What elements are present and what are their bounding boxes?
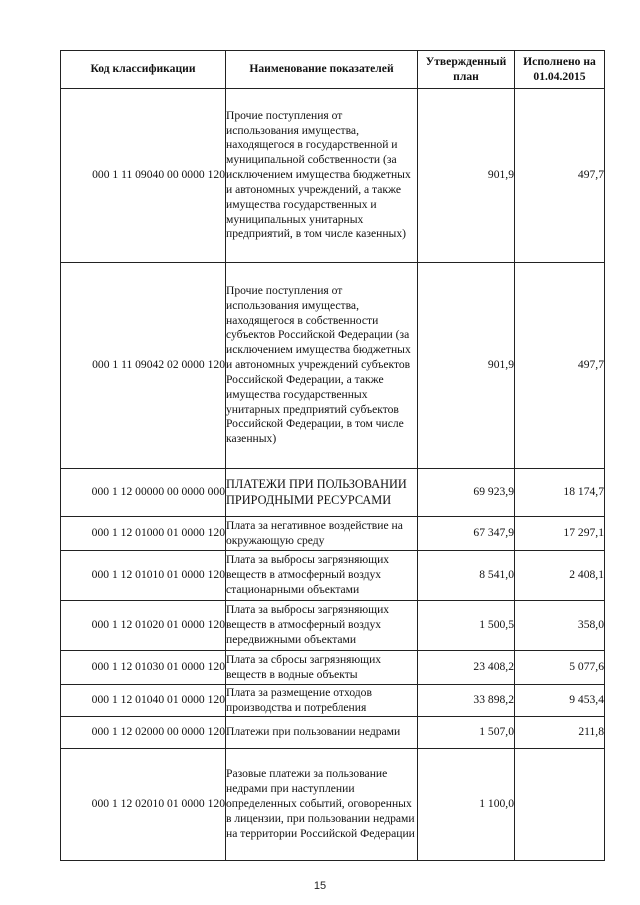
row-name: Плата за сбросы загрязняющих веществ в водные объекты bbox=[226, 651, 418, 685]
row-code: 000 1 12 00000 00 0000 000 bbox=[61, 469, 226, 517]
row-executed: 17 297,1 bbox=[515, 517, 605, 551]
row-name: Плата за выбросы загрязняющих веществ в атмосферный воздух передвижными объектами bbox=[226, 601, 418, 651]
row-plan: 8 541,0 bbox=[418, 551, 515, 601]
row-code: 000 1 12 01020 01 0000 120 bbox=[61, 601, 226, 651]
header-name: Наименование показателей bbox=[226, 51, 418, 89]
row-executed: 18 174,7 bbox=[515, 469, 605, 517]
table-row bbox=[61, 651, 605, 685]
row-name: ПЛАТЕЖИ ПРИ ПОЛЬЗОВАНИИ ПРИРОДНЫМИ РЕСУРСАМИ bbox=[226, 469, 418, 517]
row-code: 000 1 12 01010 01 0000 120 bbox=[61, 551, 226, 601]
row-code: 000 1 12 01000 01 0000 120 bbox=[61, 517, 226, 551]
row-executed: 211,8 bbox=[515, 717, 605, 749]
row-plan: 901,9 bbox=[418, 263, 515, 469]
row-name: Плата за негативное воздействие на окружающую среду bbox=[226, 517, 418, 551]
row-code: 000 1 11 09042 02 0000 120 bbox=[61, 263, 226, 469]
table-header-row bbox=[61, 51, 605, 89]
row-plan: 33 898,2 bbox=[418, 685, 515, 717]
row-code: 000 1 12 01030 01 0000 120 bbox=[61, 651, 226, 685]
budget-table bbox=[60, 50, 605, 861]
row-plan: 1 500,5 bbox=[418, 601, 515, 651]
row-plan: 69 923,9 bbox=[418, 469, 515, 517]
row-executed: 2 408,1 bbox=[515, 551, 605, 601]
row-executed: 5 077,6 bbox=[515, 651, 605, 685]
table-row bbox=[61, 717, 605, 749]
row-plan: 67 347,9 bbox=[418, 517, 515, 551]
header-plan: Утвержденный план bbox=[418, 51, 515, 89]
row-plan: 23 408,2 bbox=[418, 651, 515, 685]
table-row bbox=[61, 469, 605, 517]
page-number: 15 bbox=[313, 880, 327, 892]
row-plan: 1 507,0 bbox=[418, 717, 515, 749]
row-code: 000 1 12 02000 00 0000 120 bbox=[61, 717, 226, 749]
row-name: Плата за выбросы загрязняющих веществ в атмосферный воздух стационарными объектами bbox=[226, 551, 418, 601]
table-row bbox=[61, 89, 605, 263]
table-row bbox=[61, 517, 605, 551]
row-executed: 497,7 bbox=[515, 89, 605, 263]
row-name: Платежи при пользовании недрами bbox=[226, 717, 418, 749]
row-executed: 358,0 bbox=[515, 601, 605, 651]
table-row bbox=[61, 749, 605, 861]
row-name: Плата за размещение отходов производства и потребления bbox=[226, 685, 418, 717]
table-row bbox=[61, 601, 605, 651]
row-plan: 901,9 bbox=[418, 89, 515, 263]
table-row bbox=[61, 685, 605, 717]
table-row bbox=[61, 263, 605, 469]
row-executed: 9 453,4 bbox=[515, 685, 605, 717]
row-name: Прочие поступления от использования имущества, находящегося в государственной и муниципальной собственности (за исключением имущества бюджетных и автономных учреждений, а также имущества государственных и муниципальных унитарных предприятий, в том числе казенных) bbox=[226, 89, 418, 263]
row-code: 000 1 11 09040 00 0000 120 bbox=[61, 89, 226, 263]
row-executed: 497,7 bbox=[515, 263, 605, 469]
header-code: Код классификации bbox=[61, 51, 226, 89]
header-executed: Исполнено на 01.04.2015 bbox=[515, 51, 605, 89]
row-plan: 1 100,0 bbox=[418, 749, 515, 861]
table-row bbox=[61, 551, 605, 601]
row-executed bbox=[515, 749, 605, 861]
row-code: 000 1 12 01040 01 0000 120 bbox=[61, 685, 226, 717]
row-code: 000 1 12 02010 01 0000 120 bbox=[61, 749, 226, 861]
row-name: Разовые платежи за пользование недрами при наступлении определенных событий, оговоренных в лицензии, при пользовании недрами на территории Российской Федерации bbox=[226, 749, 418, 861]
row-name: Прочие поступления от использования имущества, находящегося в собственности субъектов Российской Федерации (за исключением имущества бюджетных и автономных учреждений субъектов Российской Федерации, а также имущества государственных унитарных предприятий субъектов Российской Федерации, в том числе казенных) bbox=[226, 263, 418, 469]
